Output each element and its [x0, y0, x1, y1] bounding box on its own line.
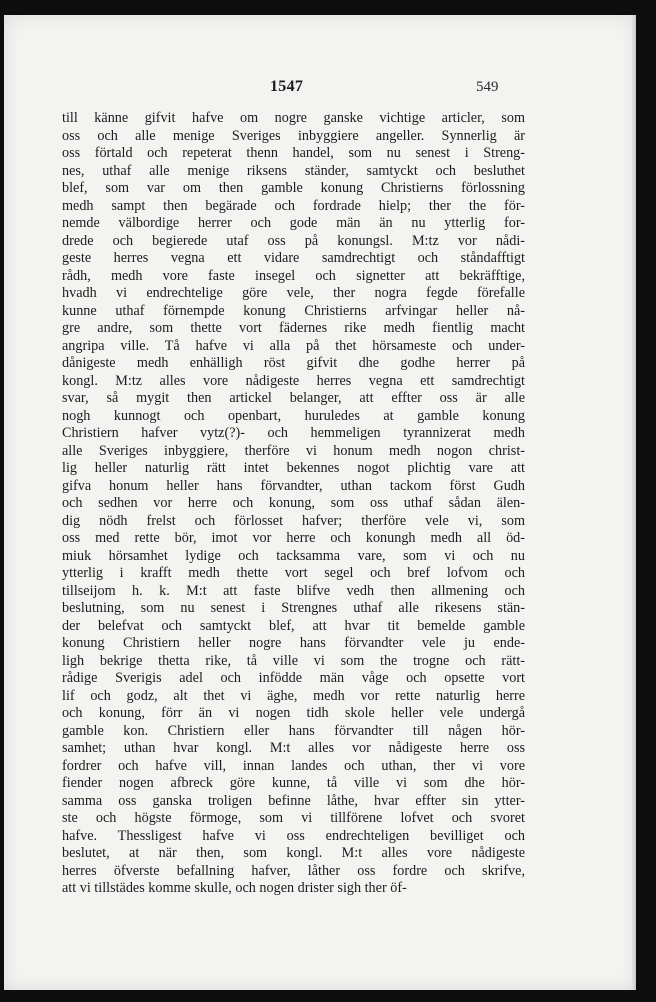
page-number: 549 — [476, 79, 499, 95]
text-line: kunne uthaf förnempde konung Christierns arfvingar heller nå- — [62, 302, 525, 319]
text-line: herres öfverste befallning hafver, låther oss fordre och skrifve, — [62, 862, 525, 879]
text-line: tillseijom h. k. M:t att faste blifve vedh then allmening och — [62, 582, 525, 599]
text-line: der belefvat och samtyckt blef, att hvar tit bemelde gamble — [62, 617, 525, 634]
text-line: Christiern hafver vytz(?)- och hemmeligen tyrannizerat medh — [62, 425, 525, 441]
text-line: lig heller naturlig rätt intet bekennes nogot plichtig vare att — [62, 460, 525, 476]
text-line: beslutet, at när then, som kongl. M:t alles vore nådigeste — [62, 845, 525, 861]
body-text — [62, 110, 525, 898]
text-line: oss och alle menige Sveriges inbyggiere angeller. Synnerlig är — [62, 127, 525, 144]
text-line: rådh, medh vore faste insegel och signetter att bekräfftige, — [62, 267, 525, 284]
text-line: nemde välbordige herrer och gode män än nu ytterlig for- — [62, 215, 525, 231]
text-line: beslutning, som nu senest i Strengnes uthaf alle rikesens stän- — [62, 600, 525, 616]
text-line: samma oss ganska troligen befinne låthe, hvar effter sin ytter- — [62, 792, 525, 809]
text-line: oss förtald och repeterat thenn handel, som nu senest i Streng- — [62, 145, 525, 161]
page-edge — [632, 15, 636, 990]
text-line: dig nödh frelst och förlosset hafver; therföre vele vi, som — [62, 512, 525, 529]
text-line: dånigeste medh enhälligh röst gifvit dhe godhe herrer på — [62, 355, 525, 371]
book-page — [4, 15, 636, 990]
text-line: ytterlig i krafft medh thette vort segel och bref lofvom och — [62, 565, 525, 581]
text-line: fordrer och hafve vill, innan landes och uthan, ther vi vore — [62, 757, 525, 774]
text-line: konung Christiern heller nogre hans förvandter vele ju ende- — [62, 635, 525, 651]
text-line: och sedhen vor herre och konung, som oss uthaf sådan älen- — [62, 495, 525, 511]
text-line: ligh bekrige thetta rike, tå ville vi som the trogne och rätt- — [62, 652, 525, 669]
text-line: medh sampt then begärade och fordrade hielp; ther the för- — [62, 197, 525, 214]
text-line: till känne gifvit hafve om nogre ganske vichtige articler, som — [62, 110, 525, 126]
running-head-year: 1547 — [270, 78, 304, 95]
text-line: blef, som var om then gamble konung Christierns förlossning — [62, 180, 525, 196]
text-line: gre andre, som thette vort fädernes rike medh fientlig macht — [62, 320, 525, 336]
text-line: nes, uthaf alle menige riksens ständer, samtyckt och besluthet — [62, 162, 525, 179]
text-line: miuk hörsamhet lydige och tacksamma vare, som vi och nu — [62, 547, 525, 564]
text-line: svar, så mygit then artickel belanger, att effter oss är alle — [62, 390, 525, 406]
text-line: hvadh vi endrechtelige göre vele, ther nogra fegde förefalle — [62, 285, 525, 301]
text-line: kongl. M:tz alles vore nådigeste herres vegna ett samdrechtigt — [62, 372, 525, 389]
text-line: alle Sveriges inbyggiere, therföre vi honum medh nogon christ- — [62, 442, 525, 459]
text-line: drede och begierede utaf oss på konungsl. M:tz vor nådi- — [62, 232, 525, 249]
text-line: att vi tillstädes komme skulle, och nogen drister sigh ther öf- — [62, 880, 407, 896]
text-line: rådige Sverigis adel och infödde män våge och opsette vort — [62, 670, 525, 686]
text-line: oss med rette bör, imot vor herre och konungh medh all öd- — [62, 530, 525, 546]
text-line: ste och högste förmoge, som vi tillförene lofvet och svoret — [62, 810, 525, 826]
text-line: gamble kon. Christiern eller hans förvandter till någen hör- — [62, 722, 525, 739]
text-line: nogh kunnogt och openbart, huruledes at gamble konung — [62, 407, 525, 424]
text-line: gifva honum heller hans förvandter, uthan tackom först Gudh — [62, 477, 525, 494]
text-line: samhet; uthan hvar kongl. M:t alles vor nådigeste herre oss — [62, 740, 525, 756]
text-line: angripa ville. Tå hafve vi alla på thet hörsameste och under- — [62, 337, 525, 354]
text-line: hafve. Thessligest hafve vi oss endrechteligen bevilliget och — [62, 827, 525, 844]
text-line: fiender nogen afbreck göre kunne, tå ville vi som dhe hör- — [62, 775, 525, 791]
text-line: geste herres vegna ett vidare samdrechtigt och ståndafftigt — [62, 250, 525, 266]
text-line: lif och godz, alt thet vi äghe, medh vor rette naturlig herre — [62, 687, 525, 704]
text-line: och konung, förr än vi nogen tidh skole heller vele undergå — [62, 705, 525, 721]
